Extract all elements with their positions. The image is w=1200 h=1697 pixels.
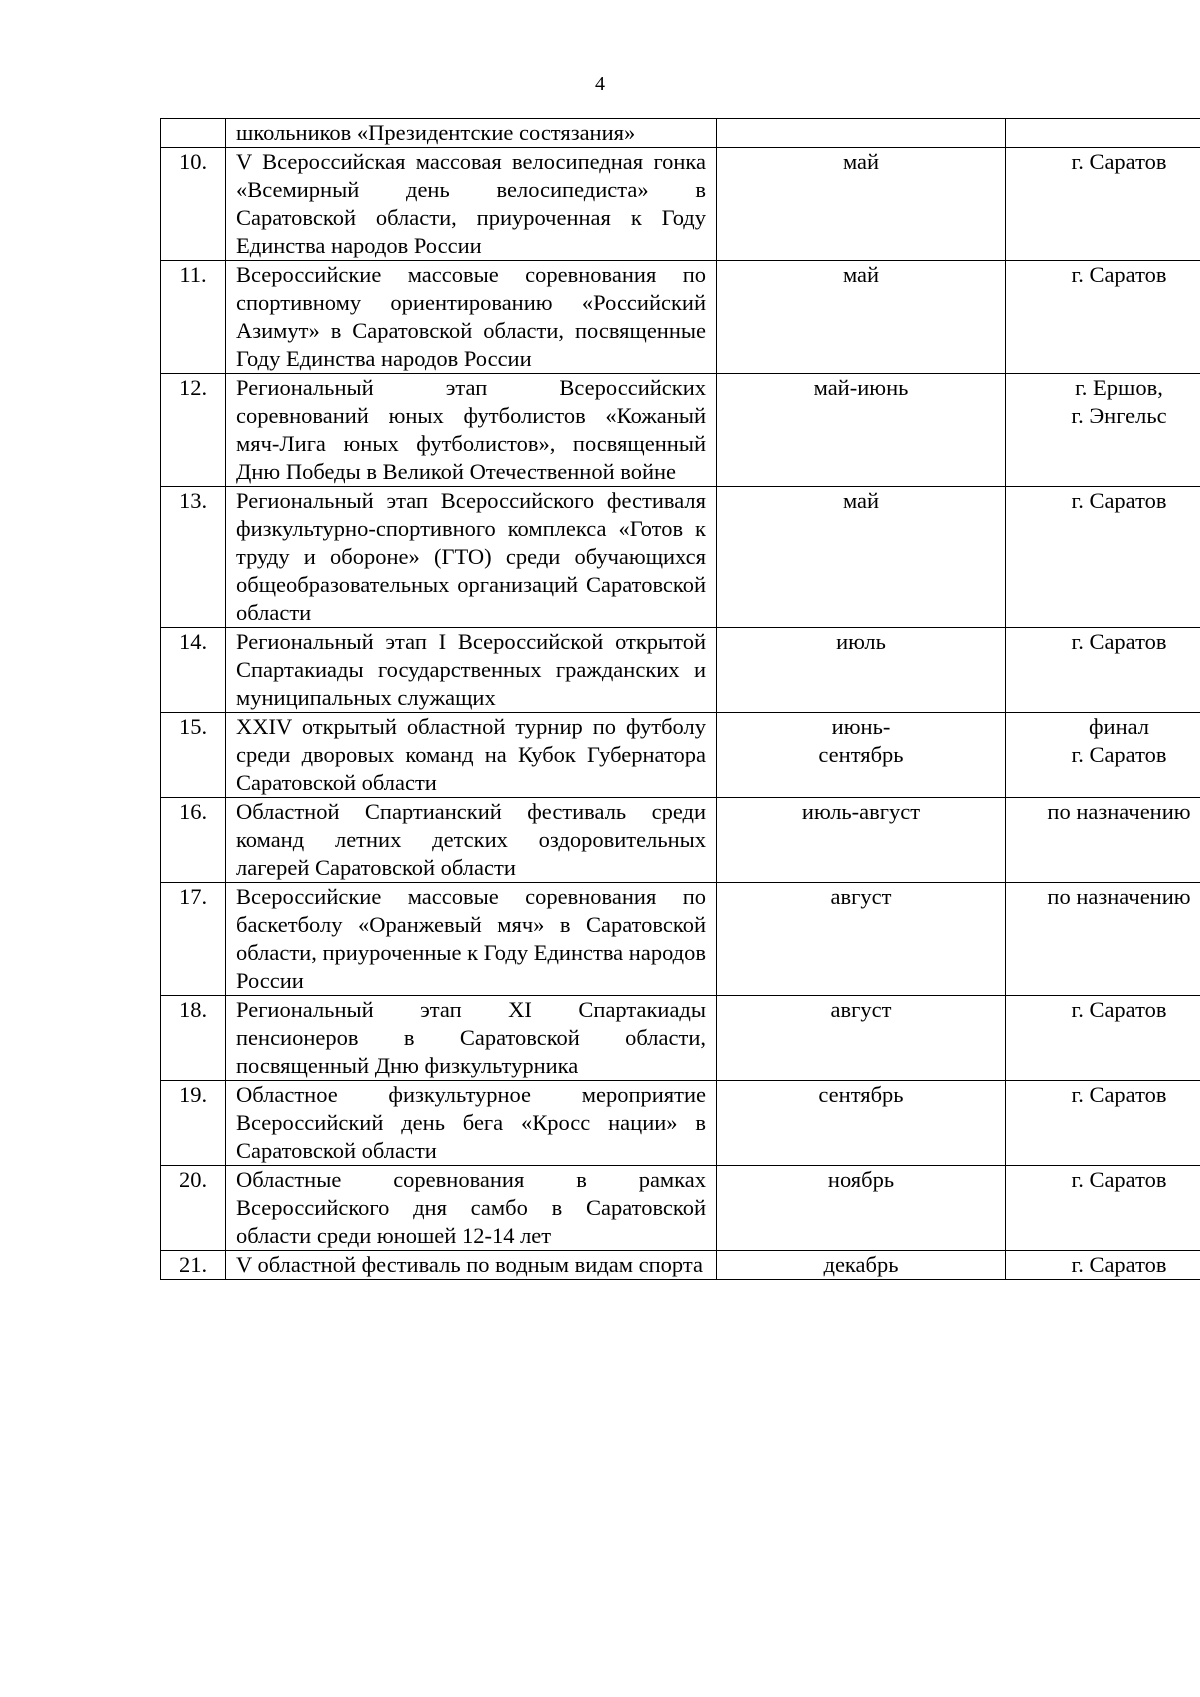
row-number: 10.	[161, 148, 226, 261]
row-number: 21.	[161, 1251, 226, 1280]
events-table-body	[161, 119, 1200, 1280]
event-name: школьников «Президентские состязания»	[226, 119, 717, 148]
event-date: ноябрь	[717, 1166, 1006, 1251]
event-place: г. Ершов, г. Энгельс	[1006, 374, 1200, 487]
row-number: 18.	[161, 996, 226, 1081]
event-date: май-июнь	[717, 374, 1006, 487]
row-number: 20.	[161, 1166, 226, 1251]
event-date: май	[717, 148, 1006, 261]
row-number: 14.	[161, 628, 226, 713]
row-number	[161, 119, 226, 148]
table-row	[161, 1251, 1200, 1280]
event-date: сентябрь	[717, 1081, 1006, 1166]
row-number: 13.	[161, 487, 226, 628]
table-row	[161, 996, 1200, 1081]
table-row	[161, 119, 1200, 148]
event-date: июнь- сентябрь	[717, 713, 1006, 798]
table-row	[161, 487, 1200, 628]
event-place: г. Саратов	[1006, 487, 1200, 628]
event-date	[717, 119, 1006, 148]
event-date: август	[717, 883, 1006, 996]
event-name: Региональный этап Всероссийских соревнований юных футболистов «Кожаный мяч-Лига юных футболистов», посвященный Дню Победы в Великой Отечественной войне	[226, 374, 717, 487]
table-row	[161, 1166, 1200, 1251]
table-row	[161, 148, 1200, 261]
event-name: V Всероссийская массовая велосипедная гонка «Всемирный день велосипедиста» в Саратовской области, приуроченная к Году Единства народов России	[226, 148, 717, 261]
event-place: г. Саратов	[1006, 148, 1200, 261]
event-place: финал г. Саратов	[1006, 713, 1200, 798]
event-date: декабрь	[717, 1251, 1006, 1280]
event-place: г. Саратов	[1006, 261, 1200, 374]
event-name: V областной фестиваль по водным видам спорта	[226, 1251, 717, 1280]
event-name: Региональный этап Всероссийского фестиваля физкультурно-спортивного комплекса «Готов к труду и обороне» (ГТО) среди обучающихся общеобразовательных организаций Саратовской области	[226, 487, 717, 628]
row-number: 17.	[161, 883, 226, 996]
event-place: г. Саратов	[1006, 628, 1200, 713]
row-number: 11.	[161, 261, 226, 374]
event-date: июль	[717, 628, 1006, 713]
event-name: XXIV открытый областной турнир по футболу среди дворовых команд на Кубок Губернатора Саратовской области	[226, 713, 717, 798]
table-row	[161, 261, 1200, 374]
event-place: г. Саратов	[1006, 1081, 1200, 1166]
table-row	[161, 374, 1200, 487]
table-row	[161, 1081, 1200, 1166]
event-name: Областные соревнования в рамках Всероссийского дня самбо в Саратовской области среди юношей 12-14 лет	[226, 1166, 717, 1251]
event-name: Областной Спартианский фестиваль среди команд летних детских оздоровительных лагерей Саратовской области	[226, 798, 717, 883]
event-place: по назначению	[1006, 883, 1200, 996]
table-row	[161, 628, 1200, 713]
event-date: май	[717, 487, 1006, 628]
event-place: г. Саратов	[1006, 996, 1200, 1081]
event-name: Региональный этап I Всероссийской открытой Спартакиады государственных гражданских и муниципальных служащих	[226, 628, 717, 713]
row-number: 12.	[161, 374, 226, 487]
event-name: Всероссийские массовые соревнования по баскетболу «Оранжевый мяч» в Саратовской области, приуроченные к Году Единства народов России	[226, 883, 717, 996]
row-number: 16.	[161, 798, 226, 883]
event-place: г. Саратов	[1006, 1251, 1200, 1280]
table-row	[161, 883, 1200, 996]
event-name: Всероссийские массовые соревнования по спортивному ориентированию «Российский Азимут» в Саратовской области, посвященные Году Единства народов России	[226, 261, 717, 374]
page-number: 4	[595, 73, 605, 95]
table-row	[161, 713, 1200, 798]
event-name: Региональный этап XI Спартакиады пенсионеров в Саратовской области, посвященный Дню физкультурника	[226, 996, 717, 1081]
event-date: август	[717, 996, 1006, 1081]
events-table	[160, 118, 1200, 1280]
event-date: июль-август	[717, 798, 1006, 883]
event-name: Областное физкультурное мероприятие Всероссийский день бега «Кросс нации» в Саратовской области	[226, 1081, 717, 1166]
event-place: по назначению	[1006, 798, 1200, 883]
event-place: г. Саратов	[1006, 1166, 1200, 1251]
event-date: май	[717, 261, 1006, 374]
table-row	[161, 798, 1200, 883]
event-place	[1006, 119, 1200, 148]
row-number: 15.	[161, 713, 226, 798]
row-number: 19.	[161, 1081, 226, 1166]
